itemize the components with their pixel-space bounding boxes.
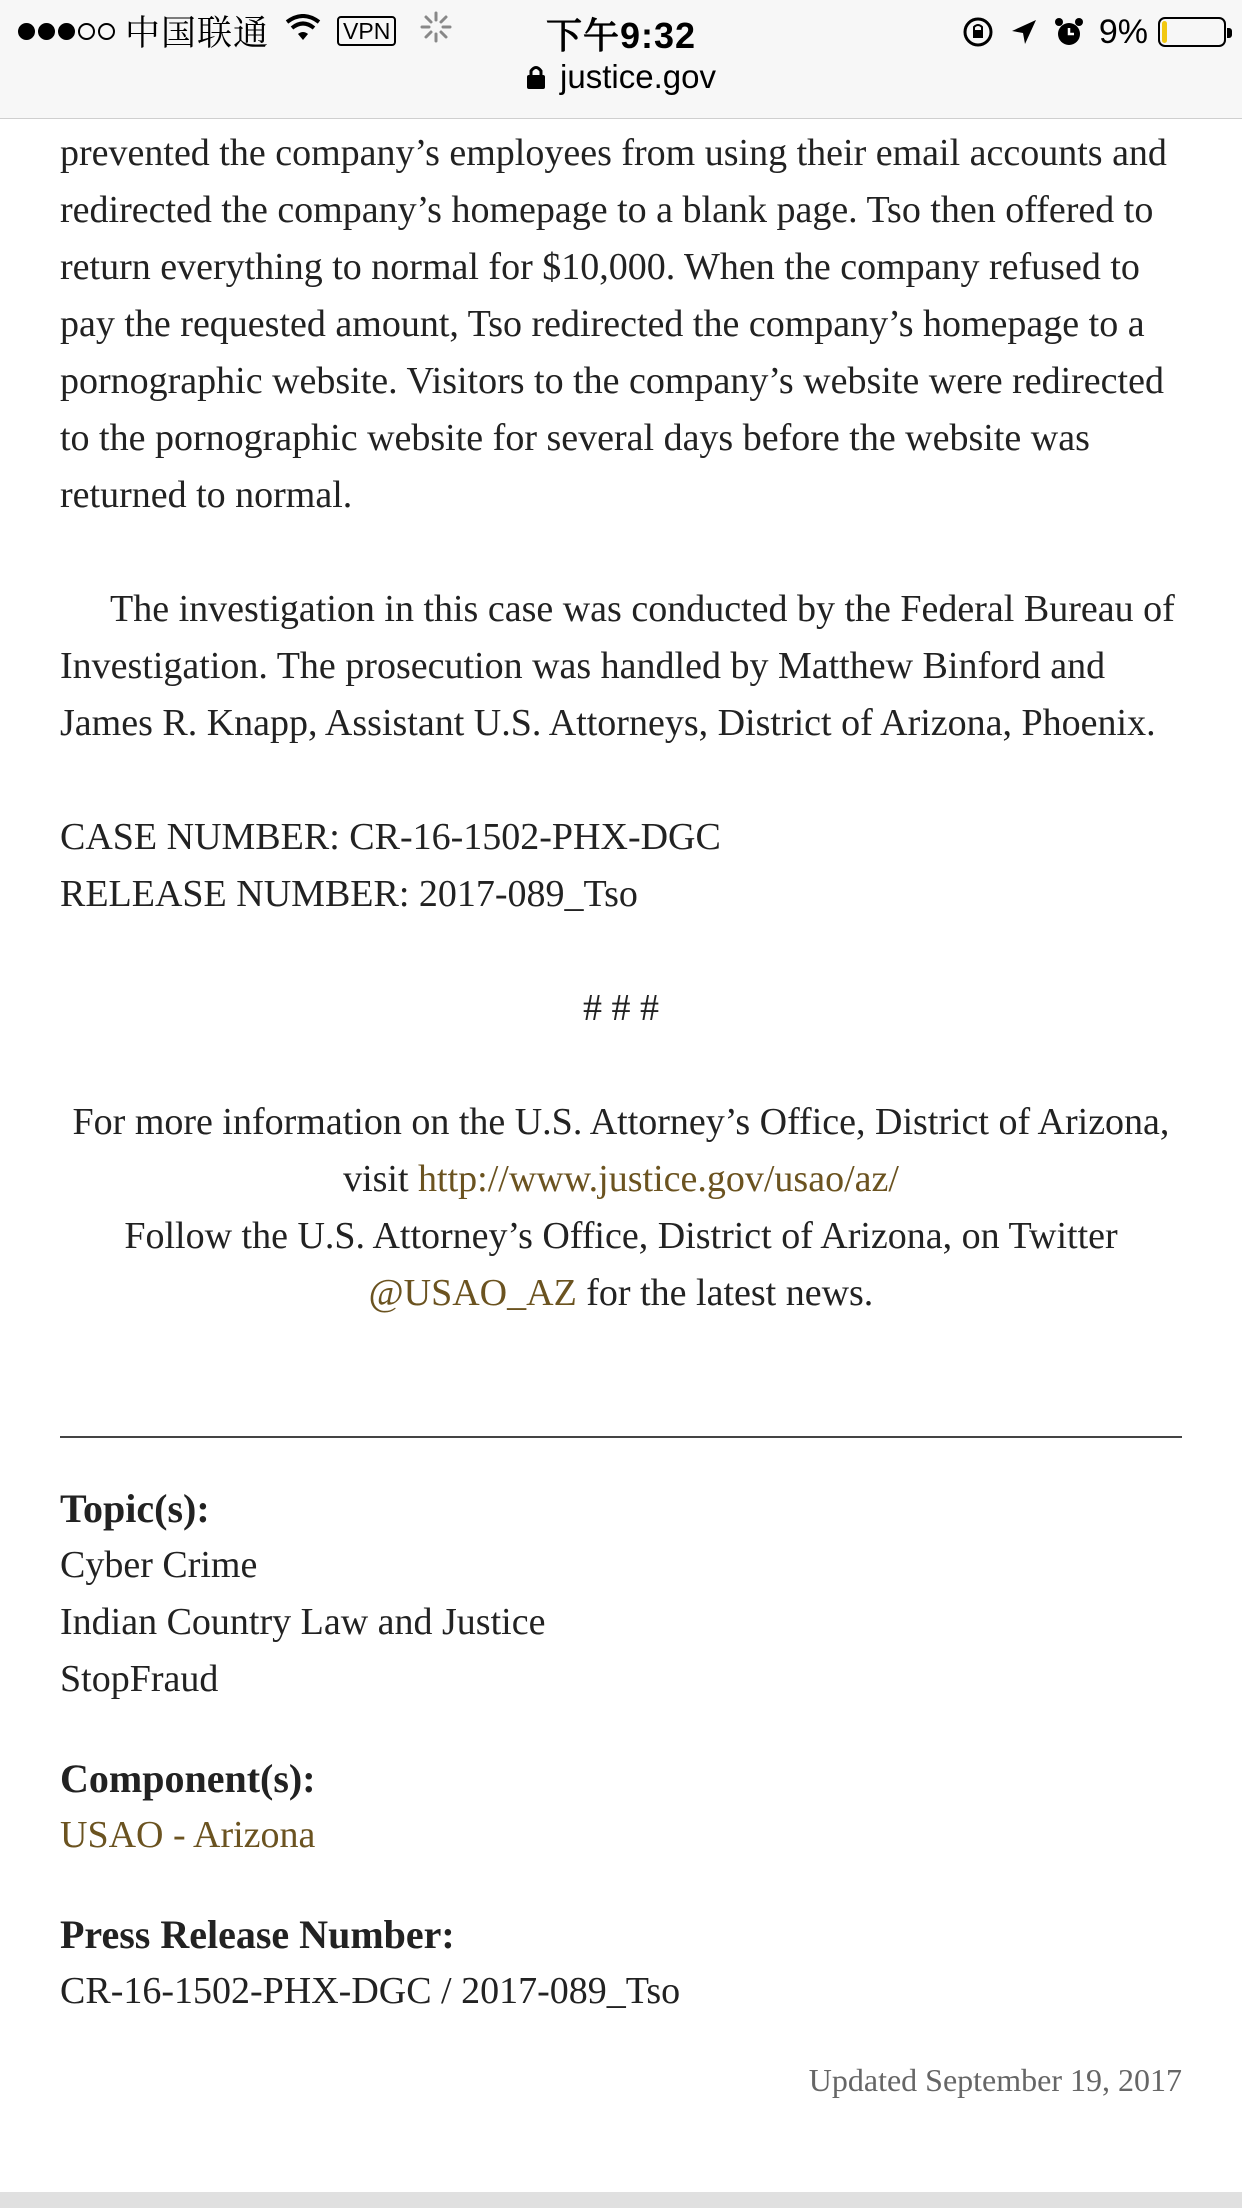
status-right [947,8,1226,56]
carrier-name: 中国联通 [125,14,270,53]
bottom-toolbar-edge [0,2192,1242,2208]
case-number: CASE NUMBER: CR-16-1502-PHX-DGC [60,816,721,858]
rotation-lock-icon [961,15,995,49]
article-paragraph: prevented the company’s employees from using their email accounts and redirected the company’s homepage to a blank page. Tso then offered to return everything to normal for $10,000. When the company refused to pay the requested amount, Tso redirected the company’s homepage to a pornographic website. Visitors to the company’s website were redirected to the pornographic website for several days before the website was returned to normal. [60,132,1167,516]
press-release-section [60,1906,1182,2020]
component-link[interactable]: USAO - Arizona [60,1814,316,1856]
battery-percent: 9% [1098,12,1148,51]
battery-icon [1158,17,1226,47]
vpn-badge: VPN [337,16,396,46]
more-info [60,1094,1182,1322]
article-meta [60,1480,1182,2062]
twitter-link[interactable]: @USAO_AZ [368,1272,577,1314]
follow-suffix: for the latest news. [576,1272,874,1314]
url-text: justice.gov [560,58,716,95]
topics-section [60,1480,1182,1708]
topic-item: StopFraud [60,1658,219,1700]
release-number: RELEASE NUMBER: 2017-089_Tso [60,873,638,915]
more-info-text: For more information on the U.S. Attorney’s Office, District of Arizona, visit [72,1101,1170,1200]
usao-az-link[interactable]: http://www.justice.gov/usao/az/ [418,1158,899,1200]
updated-date: Updated September 19, 2017 [808,2062,1182,2098]
address-bar[interactable] [0,58,1242,96]
divider [60,1436,1182,1438]
topic-item: Indian Country Law and Justice [60,1601,546,1643]
follow-text: Follow the U.S. Attorney’s Office, District of Arizona, on Twitter [124,1215,1118,1257]
components-label: Component(s): [60,1756,316,1801]
clock: 下午9:32 [545,15,697,56]
press-release-label: Press Release Number: [60,1912,455,1957]
article-body [60,125,1182,1322]
topic-item: Cyber Crime [60,1544,258,1586]
location-icon [1009,17,1039,47]
topics-label: Topic(s): [60,1486,210,1531]
press-release-value: CR-16-1502-PHX-DGC / 2017-089_Tso [60,1970,681,2012]
components-section [60,1750,1182,1864]
article-paragraph: The investigation in this case was conducted by the Federal Bureau of Investigation. The prosecution was handled by Matthew Binford and James R. Knapp, Assistant U.S. Attorneys, District of Arizona, Phoenix. [60,588,1175,744]
separator: # # # [583,987,659,1029]
lock-icon [526,64,546,90]
alarm-icon [1053,16,1085,48]
status-bar [0,0,1242,119]
